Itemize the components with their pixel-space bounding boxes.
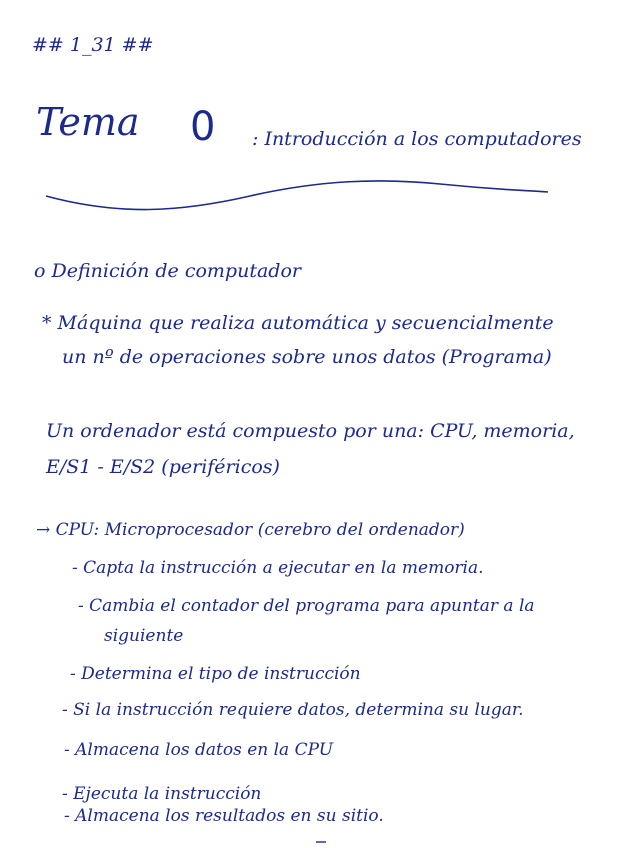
definition-heading: o Definición de computador (34, 260, 301, 282)
composition-line-1: Un ordenador está compuesto por una: CPU, memoria, (46, 420, 575, 442)
cpu-step: - Cambia el contador del programa para apuntar a la (78, 596, 535, 616)
title-text: : Introducción a los computadores (252, 128, 582, 150)
cpu-step: - Determina el tipo de instrucción (70, 664, 361, 684)
composition-line-2: E/S1 - E/S2 (periféricos) (46, 456, 280, 478)
cpu-step: - Si la instrucción requiere datos, determina su lugar. (62, 700, 524, 720)
definition-line-1: * Máquina que realiza automática y secuencialmente (42, 312, 554, 334)
cpu-step: - Ejecuta la instrucción (62, 784, 262, 804)
definition-line-2: un nº de operaciones sobre unos datos (Programa) (62, 346, 552, 368)
cpu-step: - Almacena los resultados en su sitio. (64, 806, 384, 826)
cpu-step: siguiente (104, 626, 184, 646)
title-number: 0 (190, 104, 216, 150)
title-word: Tema (36, 100, 140, 144)
cpu-step: - Almacena los datos en la CPU (64, 740, 334, 760)
cpu-heading: → CPU: Microprocesador (cerebro del ordenador) (36, 520, 465, 540)
cpu-step: - Capta la instrucción a ejecutar en la memoria. (72, 558, 484, 578)
page-number: ## 1_31 ## (32, 34, 154, 56)
